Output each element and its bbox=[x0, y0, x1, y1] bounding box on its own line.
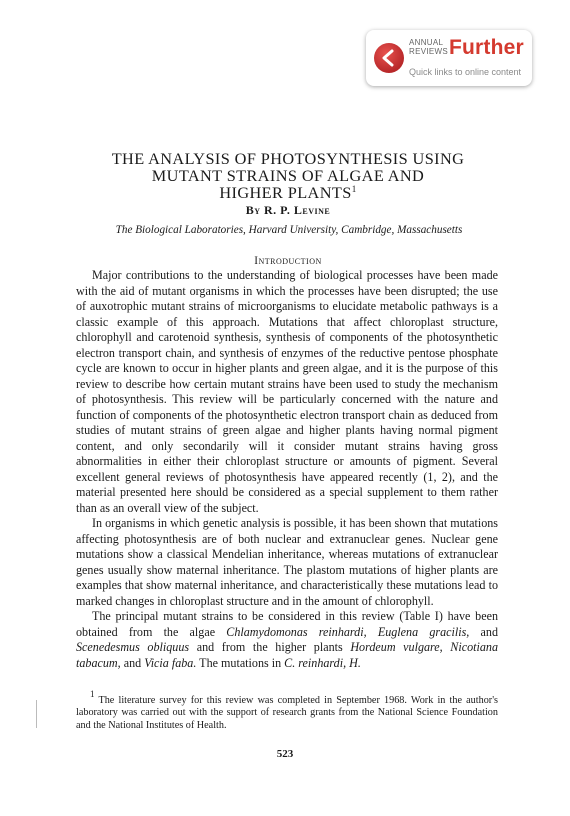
paragraph-3-text-5: The mutations in bbox=[196, 655, 285, 670]
further-title: Further bbox=[449, 36, 524, 59]
section-heading: Introduction bbox=[254, 255, 322, 267]
species-c-reinhardi: C. reinhardi, H. bbox=[284, 655, 361, 670]
paragraph-1: Major contributions to the understanding of biological processes have been made with the aid of mutant organisms in which the processes have been disrupted; the use of auxotrophic mutant strains of microorganisms to elucidate metabolic pathways is a classic example of this approach. Mutations that affect chloroplast structure, chlorophyll and carotenoid synthesis, synthesis of components of the photosynthetic electron transport chain, and synthesis of enzymes of the reductive pentose phosphate cycle are known to occur in higher plants and green algae, and it is the purpose of this review to describe how certain mutant strains have been used to study the mechanism of photosynthesis. This review will be particularly concerned with the nature and function of components of the photosynthetic electron transport chain as deduced from studies of mutant strains of green algae and higher plants having normal pigment content, and only secondarily will it consider mutant strains having gross abnormalities in either their chloroplast structure or amounts of pigment. Several excellent general reviews of photosynthesis have appeared recently (1, 2), and the material presented here should be considered as a special supplement to them rather than as an overall view of the subject. bbox=[76, 268, 498, 515]
author-name: R. P. Levine bbox=[264, 203, 331, 217]
byline-prefix: By bbox=[245, 203, 261, 217]
footnote bbox=[76, 689, 498, 732]
footnote-mark: 1 bbox=[90, 689, 95, 699]
annual-reviews-further-badge[interactable] bbox=[366, 30, 532, 86]
article-title bbox=[60, 150, 516, 201]
species-list-plants: Hordeum vulgare, Nicotiana tabacum, bbox=[76, 640, 499, 670]
further-tagline: Quick links to online content bbox=[409, 67, 522, 77]
page-number: 523 bbox=[276, 748, 294, 760]
paragraph-3-text-2: and bbox=[469, 624, 498, 639]
article-body bbox=[76, 268, 498, 671]
paragraph-3-text-1: The principal mutant strains to be considered in this review (Table I) have been obtained from the algae bbox=[76, 609, 498, 639]
paragraph-2: In organisms in which genetic analysis is possible, it has been shown that mutations affecting photosynthesis are of both nuclear and extranuclear genes. Nuclear gene mutations show a classical Mendelian inheritance, whereas mutations of extranuclear genes usually show maternal inheritance. The plastom mutations of higher plants are examples that show maternal inheritance, and characteristically these mutations lead to marked changes in chloroplast structure and in the amount of chlorophyll. bbox=[76, 516, 498, 608]
species-scenedesmus: Scenedesmus obliquus bbox=[76, 640, 190, 654]
title-line-3: HIGHER PLANTS bbox=[219, 183, 352, 202]
play-arrow-icon bbox=[374, 43, 404, 73]
title-footnote-mark: 1 bbox=[351, 184, 357, 194]
margin-mark bbox=[36, 700, 37, 728]
title-line-2: MUTANT STRAINS OF ALGAE AND bbox=[151, 166, 425, 185]
title-line-1: THE ANALYSIS OF PHOTOSYNTHESIS USING bbox=[111, 149, 465, 168]
paragraph-3-text-3: and from the higher plants bbox=[189, 640, 351, 654]
annual-reviews-label: ANNUAL REVIEWS bbox=[409, 38, 448, 56]
species-vicia: Vicia faba. bbox=[144, 655, 197, 670]
paragraph-3 bbox=[76, 609, 498, 671]
affiliation: The Biological Laboratories, Harvard University, Cambridge, Massachusetts bbox=[115, 224, 463, 236]
paragraph-3-text-4: and bbox=[120, 655, 145, 670]
byline bbox=[60, 203, 516, 218]
footnote-text: The literature survey for this review was completed in September 1968. Work in the author's laboratory was carried out with the support of research grants from the National Science Foundation and the National Institutes of Health. bbox=[76, 695, 498, 731]
species-list-algae-1: Chlamydomonas reinhardi, Euglena gracilis, bbox=[226, 624, 470, 639]
